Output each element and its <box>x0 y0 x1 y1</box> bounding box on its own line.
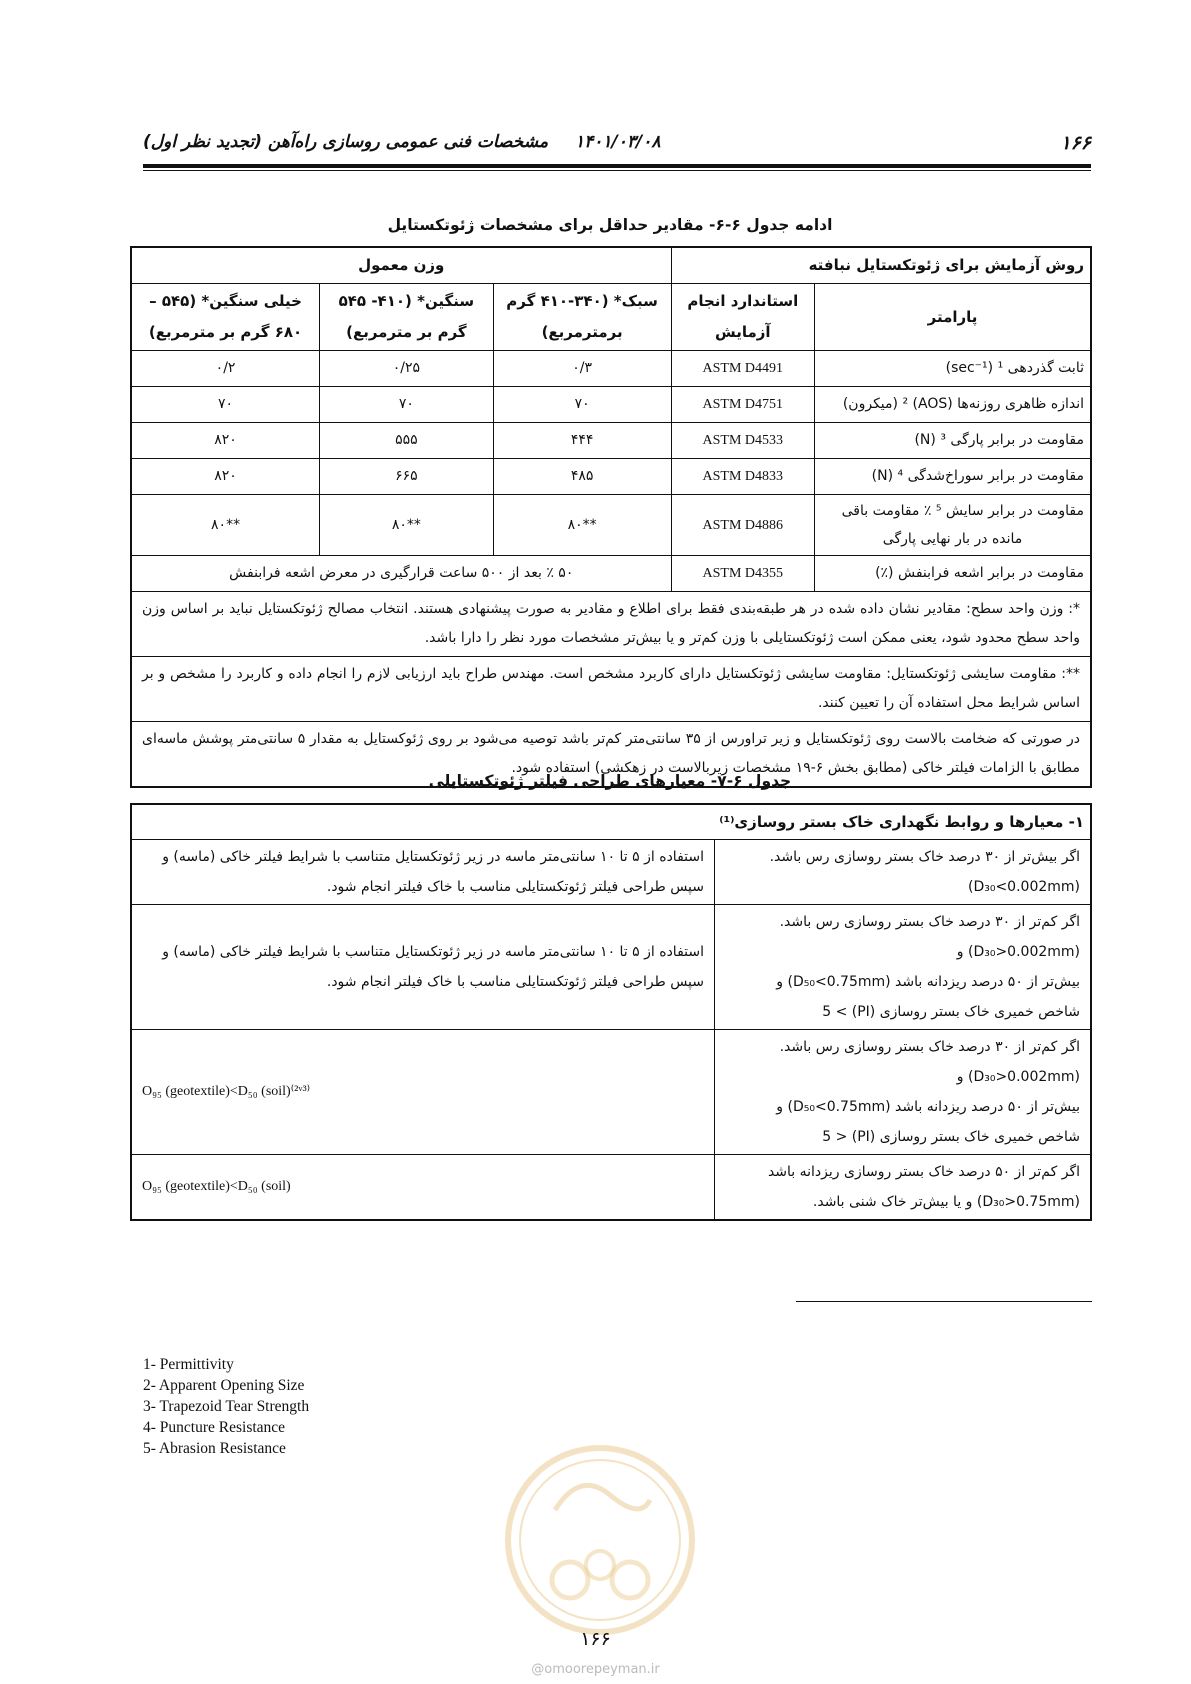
head-vheavy-line2: ۶۸۰ گرم بر مترمربع) <box>148 323 303 341</box>
heavy-cell: ۰/۲۵ <box>320 351 494 387</box>
head-light <box>493 284 671 351</box>
std-cell: ASTM D4491 <box>671 351 815 387</box>
light-cell: ۰/۳ <box>493 351 671 387</box>
note-weight: *: وزن واحد سطح: مقادیر نشان داده شده در هر طبقه‌بندی فقط برای اطلاع و مقادیر به صورت پیشنهادی هستند. انتخاب مصالح ژئوتکستایل نباید بر اساس وزن واحد سطح محدود شود، یعنی ممکن است ژئوتکستایلی با وزن کم‌تر و یا بیش‌تر مشخصات مورد نظر را دارا باشد. <box>131 592 1091 657</box>
condition-line: (D₃₀>0.75mm) و یا بیش‌تر خاک شنی باشد. <box>812 1194 1080 1210</box>
condition-line: (D₃₀>0.002mm) و <box>956 1069 1080 1085</box>
param-cell: مقاومت در برابر سوراخ‌شدگی ⁴ (N) <box>815 459 1091 495</box>
heavy-cell: ۵۵۵ <box>320 423 494 459</box>
vheavy-cell: ۷۰ <box>131 387 320 423</box>
header-date: ۱۴۰۱/۰۳/۰۸ <box>575 132 661 152</box>
watermark-logo <box>500 1440 700 1640</box>
head-std-line1: استاندارد انجام <box>687 292 799 310</box>
condition-cell <box>715 905 1092 1030</box>
std-cell: ASTM D4355 <box>671 556 815 592</box>
heavy-cell: **۸۰ <box>320 495 494 556</box>
header-rule-thick <box>143 164 1091 168</box>
head-param: پارامتر <box>815 284 1091 351</box>
head-std-line2: آزمایش <box>715 323 771 341</box>
note-abrasion: **: مقاومت سایشی ژئوتکستایل: مقاومت سایشی ژئوتکستایل دارای کاربرد مشخص است. مهندس طراح باید ارزیابی لازم را انجام داده و کاربرد را مشخص و بر اساس شرایط محل استفاده آن را تعیین کنند. <box>131 657 1091 722</box>
table-row <box>131 351 1091 387</box>
condition-line: بیش‌تر از ۵۰ درصد ریزدانه باشد (D₅₀<0.75mm) و <box>776 974 1080 990</box>
footer-page-number: ۱۶۶ <box>580 1628 611 1650</box>
table-row <box>131 1030 1091 1155</box>
head-heavy-line2: گرم بر مترمربع) <box>346 323 467 341</box>
param-cell <box>815 495 1091 556</box>
param-cell: ثابت گذردهی ¹ (sec⁻¹) <box>815 351 1091 387</box>
head-weight: وزن معمول <box>131 247 671 284</box>
condition-cell <box>715 1155 1092 1221</box>
uv-value-cell: ۵۰ ٪ بعد از ۵۰۰ ساعت قرارگیری در معرض اشعه فرابنفش <box>131 556 671 592</box>
heavy-cell: ۶۶۵ <box>320 459 494 495</box>
geotextile-properties-table <box>130 246 1092 788</box>
heavy-cell: ۷۰ <box>320 387 494 423</box>
abrasion-param-line2: مانده در بار نهایی پارگی <box>882 531 1023 547</box>
head-vheavy <box>131 284 320 351</box>
light-cell: ۴۸۵ <box>493 459 671 495</box>
condition-line: (D₃₀>0.002mm) و <box>956 944 1080 960</box>
condition-cell <box>715 1030 1092 1155</box>
table1-caption: ادامه جدول ۶-۶- مقادیر حداقل برای مشخصات ژئوتکستایل <box>387 216 833 234</box>
result-cell: استفاده از ۵ تا ۱۰ سانتی‌متر ماسه در زیر ژئوتکستایل متناسب با شرایط فیلتر خاکی (ماسه) و سپس طراحی فیلتر ژئوتکستایلی مناسب با خاک فیلتر انجام شود. <box>131 905 715 1030</box>
condition-line: شاخص خمیری خاک بستر روسازی (PI) < 5 <box>822 1129 1080 1145</box>
head-method: روش آزمایش برای ژئوتکستایل نبافته <box>671 247 1091 284</box>
head-vheavy-line1: خیلی سنگین* (۵۴۵ – <box>149 292 302 310</box>
vheavy-cell: ۸۲۰ <box>131 423 320 459</box>
std-cell: ASTM D4886 <box>671 495 815 556</box>
condition-cell <box>715 840 1092 905</box>
footnote: 4- Puncture Resistance <box>143 1419 286 1436</box>
condition-line: شاخص خمیری خاک بستر روسازی (PI) > 5 <box>822 1004 1080 1020</box>
head-std <box>671 284 815 351</box>
result-cell: استفاده از ۵ تا ۱۰ سانتی‌متر ماسه در زیر ژئوتکستایل متناسب با شرایط فیلتر خاکی (ماسه) و سپس طراحی فیلتر ژئوتکستایلی مناسب با خاک فیلتر انجام شود. <box>131 840 715 905</box>
light-cell: ۴۴۴ <box>493 423 671 459</box>
std-cell: ASTM D4751 <box>671 387 815 423</box>
header-page-number: ۱۶۶ <box>1060 132 1091 154</box>
footnote: 3- Trapezoid Tear Strength <box>143 1398 310 1415</box>
footnotes <box>143 1354 309 1459</box>
footer-website: @omoorepeyman.ir <box>531 1662 660 1677</box>
table-row-uv <box>131 556 1091 592</box>
condition-line: اگر کم‌تر از ۵۰ درصد خاک بستر روسازی ریزدانه باشد <box>767 1164 1080 1180</box>
result-cell: O₉₅ (geotextile)<D₅₀ (soil) <box>131 1155 715 1221</box>
light-cell: ۷۰ <box>493 387 671 423</box>
param-cell: مقاومت در برابر پارگی ³ (N) <box>815 423 1091 459</box>
footnote: 2- Apparent Opening Size <box>143 1377 305 1394</box>
note-ballast: در صورتی که ضخامت بالاست روی ژئوتکستایل و زیر تراورس از ۳۵ سانتی‌متر کم‌تر باشد توصیه می‌شود بر روی ژئوکستایل به مقدار ۵ سانتی‌متر پوشش ماسه‌ای مطابق با الزامات فیلتر خاکی (مطابق بخش ۶-۱۹ مشخصات زیربالاست در زهکشی) استفاده شود. <box>131 722 1091 788</box>
footnote: 5- Abrasion Resistance <box>143 1440 286 1457</box>
section-heading: ۱- معیارها و روابط نگهداری خاک بستر روسازی⁽¹⁾ <box>131 804 1091 840</box>
table-row <box>131 1155 1091 1221</box>
param-cell: مقاومت در برابر اشعه فرابنفش (٪) <box>815 556 1091 592</box>
vheavy-cell: **۸۰ <box>131 495 320 556</box>
param-cell: اندازه ظاهری روزنه‌ها (AOS) ² (میکرون) <box>815 387 1091 423</box>
vheavy-cell: ۸۲۰ <box>131 459 320 495</box>
abrasion-param-line1: مقاومت در برابر سایش ⁵ ٪ مقاومت باقی <box>841 503 1084 519</box>
table-row <box>131 387 1091 423</box>
filter-criteria-table <box>130 803 1092 1221</box>
footnote-separator <box>796 1301 1092 1302</box>
condition-line: (D₃₀<0.002mm) <box>967 879 1080 895</box>
light-cell: **۸۰ <box>493 495 671 556</box>
vheavy-cell: ۰/۲ <box>131 351 320 387</box>
header-rule-thin <box>143 170 1091 171</box>
condition-line: اگر کم‌تر از ۳۰ درصد خاک بستر روسازی رس باشد. <box>779 914 1080 930</box>
page-header <box>143 120 1091 168</box>
condition-line: بیش‌تر از ۵۰ درصد ریزدانه باشد (D₅₀<0.75mm) و <box>776 1099 1080 1115</box>
table-row <box>131 459 1091 495</box>
head-light-line1: سبک* (۳۴۰-۴۱۰ گرم <box>506 292 658 310</box>
table2-caption: جدول ۶-۷- معیارهای طراحی فیلتر ژئوتکستایلی <box>428 772 792 790</box>
table-row <box>131 840 1091 905</box>
condition-line: اگر کم‌تر از ۳۰ درصد خاک بستر روسازی رس باشد. <box>779 1039 1080 1055</box>
head-light-line2: برمترمربع) <box>541 323 623 341</box>
header-title: مشخصات فنی عمومی روسازی راه‌آهن (تجدید نظر اول) <box>143 132 549 152</box>
table-row <box>131 905 1091 1030</box>
footnote: 1- Permittivity <box>143 1356 234 1373</box>
condition-line: اگر بیش‌تر از ۳۰ درصد خاک بستر روسازی رس باشد. <box>769 849 1080 865</box>
std-cell: ASTM D4833 <box>671 459 815 495</box>
std-cell: ASTM D4533 <box>671 423 815 459</box>
head-heavy <box>320 284 494 351</box>
result-cell: O₉₅ (geotextile)<D₅₀ (soil)⁽²ᵛ³⁾ <box>131 1030 715 1155</box>
table-row-abrasion <box>131 495 1091 556</box>
head-heavy-line1: سنگین* (۴۱۰- ۵۴۵ <box>338 292 475 310</box>
table-row <box>131 423 1091 459</box>
